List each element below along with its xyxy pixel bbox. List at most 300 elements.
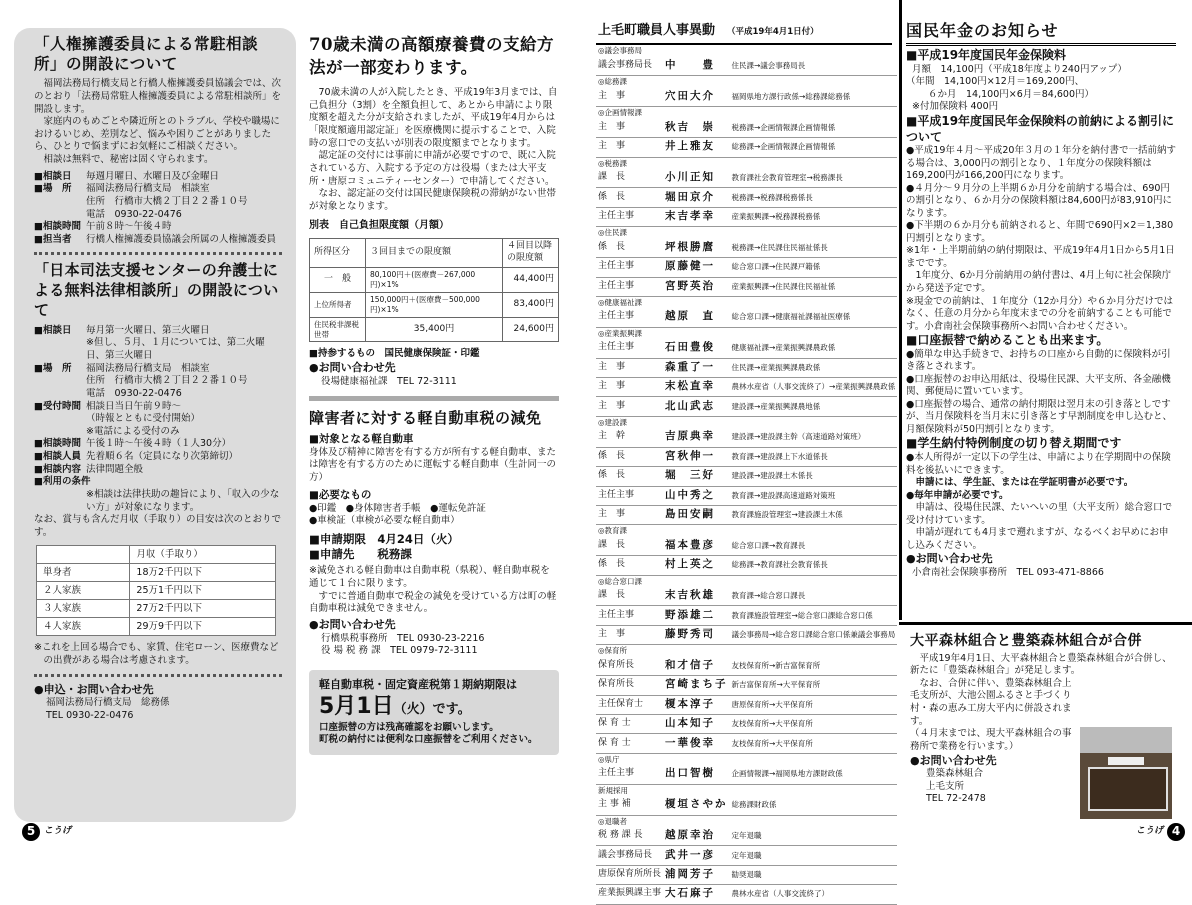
section-label: ◎建設課 [598, 417, 628, 427]
table-row [596, 467, 897, 486]
table-row [596, 258, 897, 277]
section-row [596, 227, 897, 239]
health-and-tax-column [309, 33, 559, 823]
position: 係 長 [596, 467, 663, 486]
person-name: 森重了一 [663, 358, 730, 377]
person-name: 石田豊俊 [663, 339, 730, 358]
table-cell: 一 般 [310, 267, 366, 292]
table-header: 月収（手取り） [130, 546, 276, 564]
inquiry-label: ●お問い合わせ先 [906, 552, 993, 566]
table-cell: 上位所得者 [310, 292, 366, 317]
paragraph: 身体及び精神に障害を有する方が所有する軽自動車、または障害を有する方のために運転する軽自動車（生計同一の方） [309, 446, 557, 484]
legal-aid-details [34, 325, 282, 477]
section-label: 新規採用 [598, 785, 628, 795]
transfer-detail: 新吉富保育所→大平保育所 [730, 676, 898, 695]
table-row [596, 885, 897, 904]
paragraph: 相談は無料で、秘密は固く守られます。 [43, 154, 214, 166]
table-cell: ４人家族 [37, 618, 130, 636]
detail-row [34, 234, 282, 247]
section-row [596, 784, 897, 796]
condition-label: ■利用の条件 [34, 476, 91, 488]
paragraph: 申請は、役場住民課、たいへいの里（大平支所）総合窓口で受け付けています。 [906, 502, 1173, 526]
position: 係 長 [596, 447, 663, 466]
text-line: 月額 14,100円（平成18年度より240円アップ） [912, 63, 1127, 75]
position: 主任主事 [596, 486, 663, 505]
transfer-detail: 定年退職 [730, 846, 898, 865]
table-header: ４回目以降の限度額 [503, 238, 559, 267]
paragraph: 認定証の交付には事前に申請が必要ですので、既に入院されている方、入院する予定の方は役場（または大平支所・唐原コミュニティーセンター）で申請してください。 [309, 150, 556, 187]
divider [34, 252, 282, 255]
table-row [596, 486, 897, 505]
detail-row [34, 401, 282, 439]
paragraph: なお、合併に伴い、豊築森林組合上毛支所が、大池公園ふるさと手づくり村・森の恵み工房大平内に併設されます。 [910, 677, 1072, 727]
table-row [37, 618, 276, 636]
personnel-date: （平成19年4月1日付） [727, 27, 819, 37]
table-row [596, 734, 897, 753]
detail-value: 福岡法務局行橋支局 相談室 住所 行橋市大橋２丁目２２番１０号 電話 0930-22-0476 [86, 183, 248, 220]
table-row [596, 587, 897, 606]
position: 議会事務局長 [596, 846, 663, 865]
transfer-detail: 定年退職 [730, 827, 898, 846]
transfer-detail: 総合窓口課→住民課戸籍係 [730, 258, 898, 277]
person-name: 宮秋伸一 [663, 447, 730, 466]
paragraph: ●平成19年４月～平成20年３月の１年分を納付書で一括前納する場合は、3,000円の割引となり、１年度分の保険料額は169,200円が166,200円になります。 [906, 145, 1176, 182]
position: 唐原保育所所長 [596, 865, 663, 884]
table-cell: ２人家族 [37, 582, 130, 600]
person-name: 越原幸治 [663, 827, 730, 846]
table-cell: 18万2千円以下 [130, 564, 276, 582]
person-name: 大石麻子 [663, 885, 730, 904]
inquiry-contact: 役場健康福祉課 TEL 72-3111 [321, 375, 457, 387]
detail-label: ■場 所 [34, 183, 72, 195]
paragraph: ●口座振替のお申込用紙は、役場住民課、大平支所、各金融機関、郵便局に置いています。 [906, 373, 1171, 398]
table-row [596, 339, 897, 358]
table-cell: 29万9千円以下 [130, 618, 276, 636]
person-name: 井上雅友 [663, 138, 730, 157]
transfer-detail: 農林水産省（人事交流終了） [730, 885, 898, 904]
transfer-detail: 総務課→企画情報課企画情報係 [730, 138, 898, 157]
person-name: 野添雄二 [663, 606, 730, 625]
personnel-changes [596, 22, 896, 900]
section-label: ◎議会事務局 [598, 46, 643, 56]
table-cell: 80,100円＋(医療費－267,000円)×1% [366, 267, 503, 292]
section-label: ◎保育所 [598, 646, 628, 656]
position: 主任主事 [596, 258, 663, 277]
apply-to: ■申請先 税務課 [309, 547, 412, 562]
detail-label: ■担当者 [34, 233, 72, 245]
detail-value: 午後１時～午後４時（１人30分） [86, 438, 232, 450]
transfer-detail: 友枝保育所→新吉富保育所 [730, 656, 898, 675]
income-footnote: ※これを上回る場合でも、家賃、住宅ローン、医療費などの出費がある場合は考慮されます。 [34, 642, 279, 667]
table-row [596, 796, 897, 815]
person-name: 出口智樹 [663, 765, 730, 784]
table-cell: 住民税非課税世帯 [310, 317, 366, 342]
personnel-header [596, 22, 892, 45]
table-cell: 25万1千円以下 [130, 582, 276, 600]
paragraph: 平成19年4月1日、大平森林組合と豊築森林組合が合併し、新たに「豊築森林組合」が発足します。 [910, 652, 1172, 677]
position: 主 事 [596, 87, 663, 106]
inquiry-line: TEL 72-2478 [926, 793, 986, 805]
transfer-detail: 総務課→教育課社会教育係長 [730, 556, 898, 575]
transfer-detail: 税務課→税務課税務係長 [730, 188, 898, 207]
page-number: 4 [1167, 823, 1185, 841]
position: 主 事 [596, 397, 663, 416]
text-line: （年間 14,100円×12月＝169,200円、 [906, 76, 1085, 88]
position: 課 長 [596, 587, 663, 606]
section-row [596, 296, 897, 308]
personnel-title: 上毛町職員人事異動 [598, 23, 716, 38]
detail-value: 法律問題全般 [86, 463, 144, 475]
table-row [596, 606, 897, 625]
section-label: ◎県庁 [598, 754, 620, 764]
divider [899, 622, 1192, 625]
person-name: 末吉孝幸 [663, 207, 730, 226]
table-header: ３回目までの限度額 [366, 238, 503, 267]
paragraph: すでに普通自動車で税金の減免を受けている方は町の軽自動車税は減免できません。 [309, 590, 557, 615]
detail-value: 先着順６名（定員になり次第締切） [86, 451, 239, 463]
position: 係 長 [596, 238, 663, 257]
table-row [596, 238, 897, 257]
page-number: 5 [22, 823, 40, 841]
table-row [596, 207, 897, 226]
section-heading: ■平成19年度国民年金保険料の前納による割引について [906, 113, 1175, 144]
table-row [596, 308, 897, 327]
medical-cost-title: 70歳未満の高額療養費の支給方法が一部変わります。 [309, 35, 554, 78]
position: 主任主事 [596, 765, 663, 784]
inquiry-contact: 役 場 税 務 課 TEL 0979-72-3111 [321, 645, 478, 657]
paragraph: なお、認定証の交付は国民健康保険税の滞納がない世帯が対象となります。 [309, 188, 557, 212]
section-row [596, 815, 897, 827]
person-name: 山本知子 [663, 714, 730, 733]
table-row [596, 397, 897, 416]
table-row [37, 600, 276, 618]
paragraph: ●車検証（車検が必要な軽自動車） [309, 515, 460, 527]
transfer-detail: 建設課→産業振興課農地係 [730, 397, 898, 416]
detail-label: ■相談時間 [34, 438, 81, 450]
section-heading: ■必要なもの [309, 488, 372, 501]
kei-car-tax-title: 障害者に対する軽自動車税の減免 [309, 409, 542, 428]
paragraph: （４月末までは、現大平森林組合の事務所で業務を行います。） [910, 728, 1072, 752]
paragraph: ●下半期の６か月分も前納されると、年間で690円×2＝1,380円割引となります。 [906, 220, 1174, 244]
table-cell: 83,400円 [503, 292, 559, 317]
section-label: ◎住民課 [598, 228, 628, 238]
position: 議会事務局長 [596, 57, 663, 76]
section-row [596, 327, 897, 339]
position: 課 長 [596, 536, 663, 555]
person-name: 小川正知 [663, 169, 730, 188]
detail-row [34, 325, 282, 363]
position: 係 長 [596, 556, 663, 575]
paragraph: ●４月分～９月分の上半期６か月分を前納する場合は、690円の割引となり、６か月分の保険料額は84,600円が83,910円になります。 [906, 182, 1172, 219]
person-name: 宮野英治 [663, 277, 730, 296]
position: 主 事 補 [596, 796, 663, 815]
table-cell: 150,000円＋(医療費－500,000円)×1% [366, 292, 503, 317]
inquiry-label: ●お問い合わせ先 [309, 617, 396, 631]
transfer-detail: 健康福祉課→産業振興課農政係 [730, 339, 898, 358]
inquiry-label: ●お問い合わせ先 [309, 361, 396, 375]
person-name: 藤野秀司 [663, 625, 730, 644]
table-cell: ３人家族 [37, 600, 130, 618]
section-heading: ■対象となる軽自動車 [309, 432, 414, 445]
transfer-detail: 友枝保育所→大平保育所 [730, 734, 898, 753]
detail-label: ■相談時間 [34, 221, 81, 233]
transfer-detail: 教育課施設管理室→総合窓口課総合窓口係 [730, 606, 898, 625]
section-row [596, 416, 897, 428]
due-date: 5月1日 [319, 694, 394, 720]
transfer-detail: 建設課→建設課土木係長 [730, 467, 898, 486]
detail-row [34, 363, 282, 401]
table-row [310, 292, 559, 317]
detail-label: ■相談日 [34, 324, 72, 336]
bring-items: ■持参するもの 国民健康保険証・印鑑 [309, 348, 480, 360]
person-name: 浦岡芳子 [663, 865, 730, 884]
person-name: 榎本淳子 [663, 695, 730, 714]
transfer-detail: 教育課施設管理室→建設課土木係 [730, 505, 898, 524]
transfer-detail: 総合窓口課→教育課長 [730, 536, 898, 555]
section-label: ◎税務課 [598, 158, 628, 168]
table-caption: 別表 自己負担限度額（月額） [309, 220, 449, 232]
detail-row [34, 221, 282, 234]
section-row [596, 753, 897, 765]
person-name: 堀 三好 [663, 467, 730, 486]
notice-line: 軽自動車税・固定資産税第１期納期限は [319, 677, 517, 691]
position: 課 長 [596, 169, 663, 188]
paragraph: ●印鑑 ●身体障害者手帳 ●運転免許証 [309, 502, 486, 514]
paragraph: 1年度分、6か月分前納用の納付書は、4月上旬に社会保険庁から発送予定です。 [906, 270, 1172, 295]
position: 税 務 課 長 [596, 827, 663, 846]
table-row [310, 317, 559, 342]
inquiry-contact: 小倉南社会保険事務所 TEL 093-471-8866 [912, 566, 1104, 578]
person-name: 中 豊 [663, 57, 730, 76]
position: 主任主事 [596, 339, 663, 358]
table-cell: 単身者 [37, 564, 130, 582]
section-row [596, 525, 897, 537]
table-row [37, 564, 276, 582]
table-row [596, 695, 897, 714]
detail-label: ■相談内容 [34, 463, 81, 475]
divider [309, 396, 559, 401]
detail-row [34, 183, 282, 221]
table-row [596, 556, 897, 575]
section-heading: ■平成19年度国民年金保険料 [906, 48, 1067, 63]
table-row [596, 505, 897, 524]
position: 主任主事 [596, 606, 663, 625]
table-row [596, 188, 897, 207]
table-row [596, 447, 897, 466]
notice-line: 口座振替の方は残高確認をお願いします。 [319, 721, 499, 733]
transfer-detail: 唐原保育所→大平保育所 [730, 695, 898, 714]
person-name: 秋吉 崇 [663, 118, 730, 137]
person-name: 和才信子 [663, 656, 730, 675]
transfer-detail: 勧奨退職 [730, 865, 898, 884]
limit-table [309, 238, 559, 343]
paragraph: 福岡法務局行橋支局と行橋人権擁護委員協議会では、次のとおり「法務局常駐人権擁護委員による常駐相談所」を開設します。 [34, 78, 282, 115]
transfer-detail: 住民課→議会事務局長 [730, 57, 898, 76]
table-row [596, 277, 897, 296]
detail-value: 相談日当日午前９時～ （時報とともに受付開始） ※電話による受付のみ [86, 400, 201, 437]
table-row [596, 714, 897, 733]
human-rights-title: 「人権擁護委員による常駐相談所」の開設について [34, 34, 259, 74]
table-row [596, 536, 897, 555]
human-rights-details [34, 171, 282, 247]
transfer-detail: 総務課財政係 [730, 796, 898, 815]
table-row [596, 656, 897, 675]
town-logo: こうげ [1136, 826, 1164, 837]
divider [34, 674, 282, 677]
notice-date [319, 692, 549, 721]
table-cell: 27万2千円以下 [130, 600, 276, 618]
paragraph: ※1年・上半期前納の納付期限は、平成19年4月1日から5月1日までです。 [906, 245, 1175, 269]
person-name: 島田安嗣 [663, 505, 730, 524]
detail-row [34, 451, 282, 464]
detail-row [34, 464, 282, 477]
apply-phone: TEL 0930-22-0476 [46, 709, 134, 721]
pension-notice [906, 20, 1176, 620]
person-name: 北山武志 [663, 397, 730, 416]
person-name: 吉原典幸 [663, 428, 730, 447]
person-name: 福本豊彦 [663, 536, 730, 555]
person-name: 穴田大介 [663, 87, 730, 106]
page-number-right [1136, 823, 1185, 841]
section-row [596, 76, 897, 88]
table-cell [37, 546, 130, 564]
position: 主 事 [596, 625, 663, 644]
position: 保 育 士 [596, 714, 663, 733]
transfer-detail: 総合窓口課→健康福祉課福祉医療係 [730, 308, 898, 327]
person-name: 原藤健一 [663, 258, 730, 277]
transfer-detail: 住民課→産業振興課農政係 [730, 358, 898, 377]
forest-title: 大平森林組合と豊築森林組合が合併 [910, 633, 1142, 649]
position: 主 事 [596, 358, 663, 377]
position: 主任主事 [596, 207, 663, 226]
paragraph: 申請には、学生証、または在学証明書が必要です。 [915, 477, 1134, 489]
transfer-detail: 産業振興課→住民課住民福祉係 [730, 277, 898, 296]
inquiry-contact: 行橋県税事務所 TEL 0930-23-2216 [321, 632, 485, 644]
person-name: 榎垣さやか [663, 796, 730, 815]
section-label: ◎総合窓口課 [598, 576, 643, 586]
table-row [596, 625, 897, 644]
transfer-detail: 税務課→住民課住民福祉係長 [730, 238, 898, 257]
person-name: 越原 直 [663, 308, 730, 327]
tax-deadline-notice [309, 670, 559, 755]
position: 主 事 [596, 138, 663, 157]
section-row [596, 45, 897, 57]
person-name: 宮崎まち子 [663, 676, 730, 695]
position: 保育所長 [596, 656, 663, 675]
table-row [37, 582, 276, 600]
transfer-detail: 産業振興課→税務課税務係 [730, 207, 898, 226]
position: 主 事 [596, 378, 663, 397]
income-table [36, 545, 276, 636]
section-label: ◎退職者 [598, 816, 628, 826]
paragraph: ※現金での前納は、１年度分（12か月分）や６か月分だけではなく、任意の月分から年度末までの分を前納することも可能です。小倉南社会保険事務所へお問い合わせください。 [906, 295, 1174, 332]
condition-note: ※相談は法律扶助の趣旨により、「収入の少ない方」が対象になります。 [86, 488, 280, 513]
apply-label: ●申込・お問い合わせ先 [34, 682, 154, 696]
paragraph: 家庭内のもめごとや隣近所とのトラブル、学校や職場におけるいじめ、差別など、悩みや困りごとがありましたら、ひとりで悩まずにお気軽にご相談ください。 [34, 116, 280, 153]
paragraph: ●簡単な申込手続きで、お持ちの口座から自動的に保険料が引き落とされます。 [906, 348, 1171, 373]
paragraph: 申請が遅れても4月まで遡れますが、なるべくお早めにお申し込みください。 [906, 527, 1169, 551]
transfer-detail: 税務課→企画情報課企画情報係 [730, 118, 898, 137]
text-line: ６か月 14,100円×6月＝84,600円） [928, 88, 1094, 100]
inquiry-label: ●お問い合わせ先 [910, 753, 997, 767]
table-row [596, 765, 897, 784]
detail-value: 毎月第一火曜日、第三火曜日 ※但し、５月、１月については、第二火曜日、第三火曜日 [86, 324, 265, 362]
town-logo: こうげ [44, 826, 72, 837]
due-date-suffix: （火）です。 [393, 702, 471, 718]
divider [899, 0, 902, 620]
section-label: ◎健康福祉課 [598, 297, 643, 307]
position: 保 育 士 [596, 734, 663, 753]
person-name: 堀田京介 [663, 188, 730, 207]
personnel-table [596, 45, 897, 905]
transfer-detail: 議会事務局→総合窓口課総合窓口係兼議会事務局 [730, 625, 898, 644]
position: 主任主事 [596, 308, 663, 327]
person-name: 武井一彦 [663, 846, 730, 865]
table-row [310, 267, 559, 292]
inquiry-line: 上毛支所 [926, 780, 965, 792]
position: 産業振興課主事 [596, 885, 663, 904]
paragraph: ●口座振替の場合、通常の納付期限は翌月末の引き落としですが、当月保険料を当月末に引き落とす早割制度を申し込むと、月額保険料が50円割引となります。 [906, 398, 1173, 435]
inquiry-line: 豊築森林組合 [926, 768, 984, 780]
section-row [596, 157, 897, 169]
section-label: ◎企画情報課 [598, 108, 643, 118]
pension-title: 国民年金のお知らせ [906, 20, 1176, 46]
table-row [596, 378, 897, 397]
position: 主任保育士 [596, 695, 663, 714]
table-row [596, 358, 897, 377]
section-row [596, 575, 897, 587]
position: 主 事 [596, 505, 663, 524]
table-row [310, 238, 559, 267]
detail-value: 毎週月曜日、水曜日及び金曜日 [86, 170, 220, 182]
table-row [596, 846, 897, 865]
table-cell: 44,400円 [503, 267, 559, 292]
apply-office: 福岡法務局行橋支局 総務係 [46, 697, 170, 709]
transfer-detail: 福岡県地方課行政係→総務課総務係 [730, 87, 898, 106]
transfer-detail: 企画情報課→福岡県地方課財政係 [730, 765, 898, 784]
forest-office-photo [1080, 727, 1172, 819]
position: 係 長 [596, 188, 663, 207]
detail-value: 午前８時～午後４時 [86, 221, 172, 233]
table-row [596, 87, 897, 106]
table-row [596, 169, 897, 188]
position: 主任主事 [596, 277, 663, 296]
table-row [596, 676, 897, 695]
condition-note-2: なお、賞与も含んだ月収（手取り）の目安は次のとおりです。 [34, 514, 282, 538]
section-heading: ■学生納付特例制度の切り替え期間です [906, 436, 1122, 451]
person-name: 村上英之 [663, 556, 730, 575]
table-row [596, 57, 897, 76]
position: 主 事 [596, 118, 663, 137]
notice-line: 町税の納付には便利な口座振替をご利用ください。 [319, 734, 538, 746]
detail-label: ■相談日 [34, 170, 72, 182]
paragraph: ●毎年申請が必要です。 [906, 489, 1009, 501]
detail-row [34, 438, 282, 451]
paragraph: 70歳未満の人が入院したとき、平成19年3月までは、自己負担分（3割）を全額負担して、あとから申請により限度額を超えた分が支給されましたが、平成19年4月からは「限度額適用認定証」を医療機関に提示することで、入院時の窓口での支払いが別表の限度額までとなります。 [309, 87, 558, 149]
transfer-detail: 農林水産省（人事交流終了）→産業振興課農政係 [730, 378, 898, 397]
section-label: ◎教育課 [598, 526, 628, 536]
position: 主 幹 [596, 428, 663, 447]
deadline: ■申請期限 4月24日（火） [309, 531, 459, 546]
table-row [596, 827, 897, 846]
detail-value: 福岡法務局行橋支局 相談室 住所 行橋市大橋２丁目２２番１０号 電話 0930-22-0476 [86, 362, 248, 399]
consultation-panel [14, 28, 296, 822]
legal-aid-title: 「日本司法支援センターの弁護士による無料法律相談所」の開設について [34, 261, 279, 319]
table-row [596, 118, 897, 137]
section-row [596, 107, 897, 119]
person-name: 末松直幸 [663, 378, 730, 397]
person-name: 山中秀之 [663, 486, 730, 505]
